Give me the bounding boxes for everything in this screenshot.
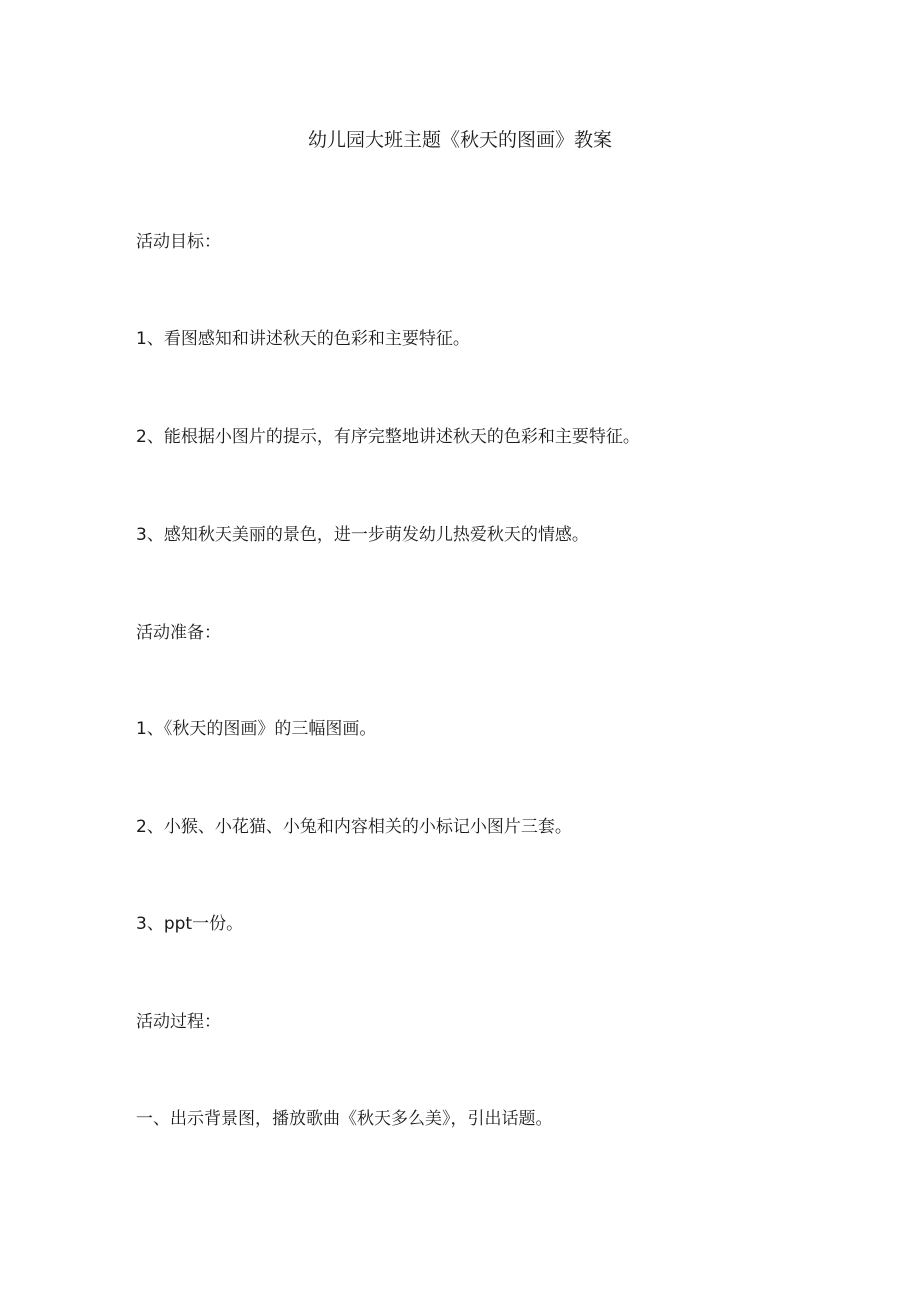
preparation-item-2: 2、小猴、小花猫、小兔和内容相关的小标记小图片三套。 [136, 817, 572, 837]
goal-item-3: 3、感知秋天美丽的景色，进一步萌发幼儿热爱秋天的情感。 [136, 525, 589, 545]
preparation-item-1: 1、《秋天的图画》的三幅图画。 [136, 719, 377, 739]
section-heading-goals: 活动目标： [136, 232, 221, 252]
section-heading-process: 活动过程： [136, 1012, 221, 1032]
document-title: 幼儿园大班主题《秋天的图画》教案 [307, 129, 612, 151]
process-step-1: 一、出示背景图，播放歌曲《秋天多么美》，引出话题。 [136, 1109, 553, 1129]
section-heading-preparation: 活动准备： [136, 623, 221, 643]
goal-item-1: 1、看图感知和讲述秋天的色彩和主要特征。 [136, 329, 470, 349]
preparation-item-3: 3、ppt一份。 [136, 914, 244, 934]
goal-item-2: 2、能根据小图片的提示，有序完整地讲述秋天的色彩和主要特征。 [136, 427, 640, 447]
